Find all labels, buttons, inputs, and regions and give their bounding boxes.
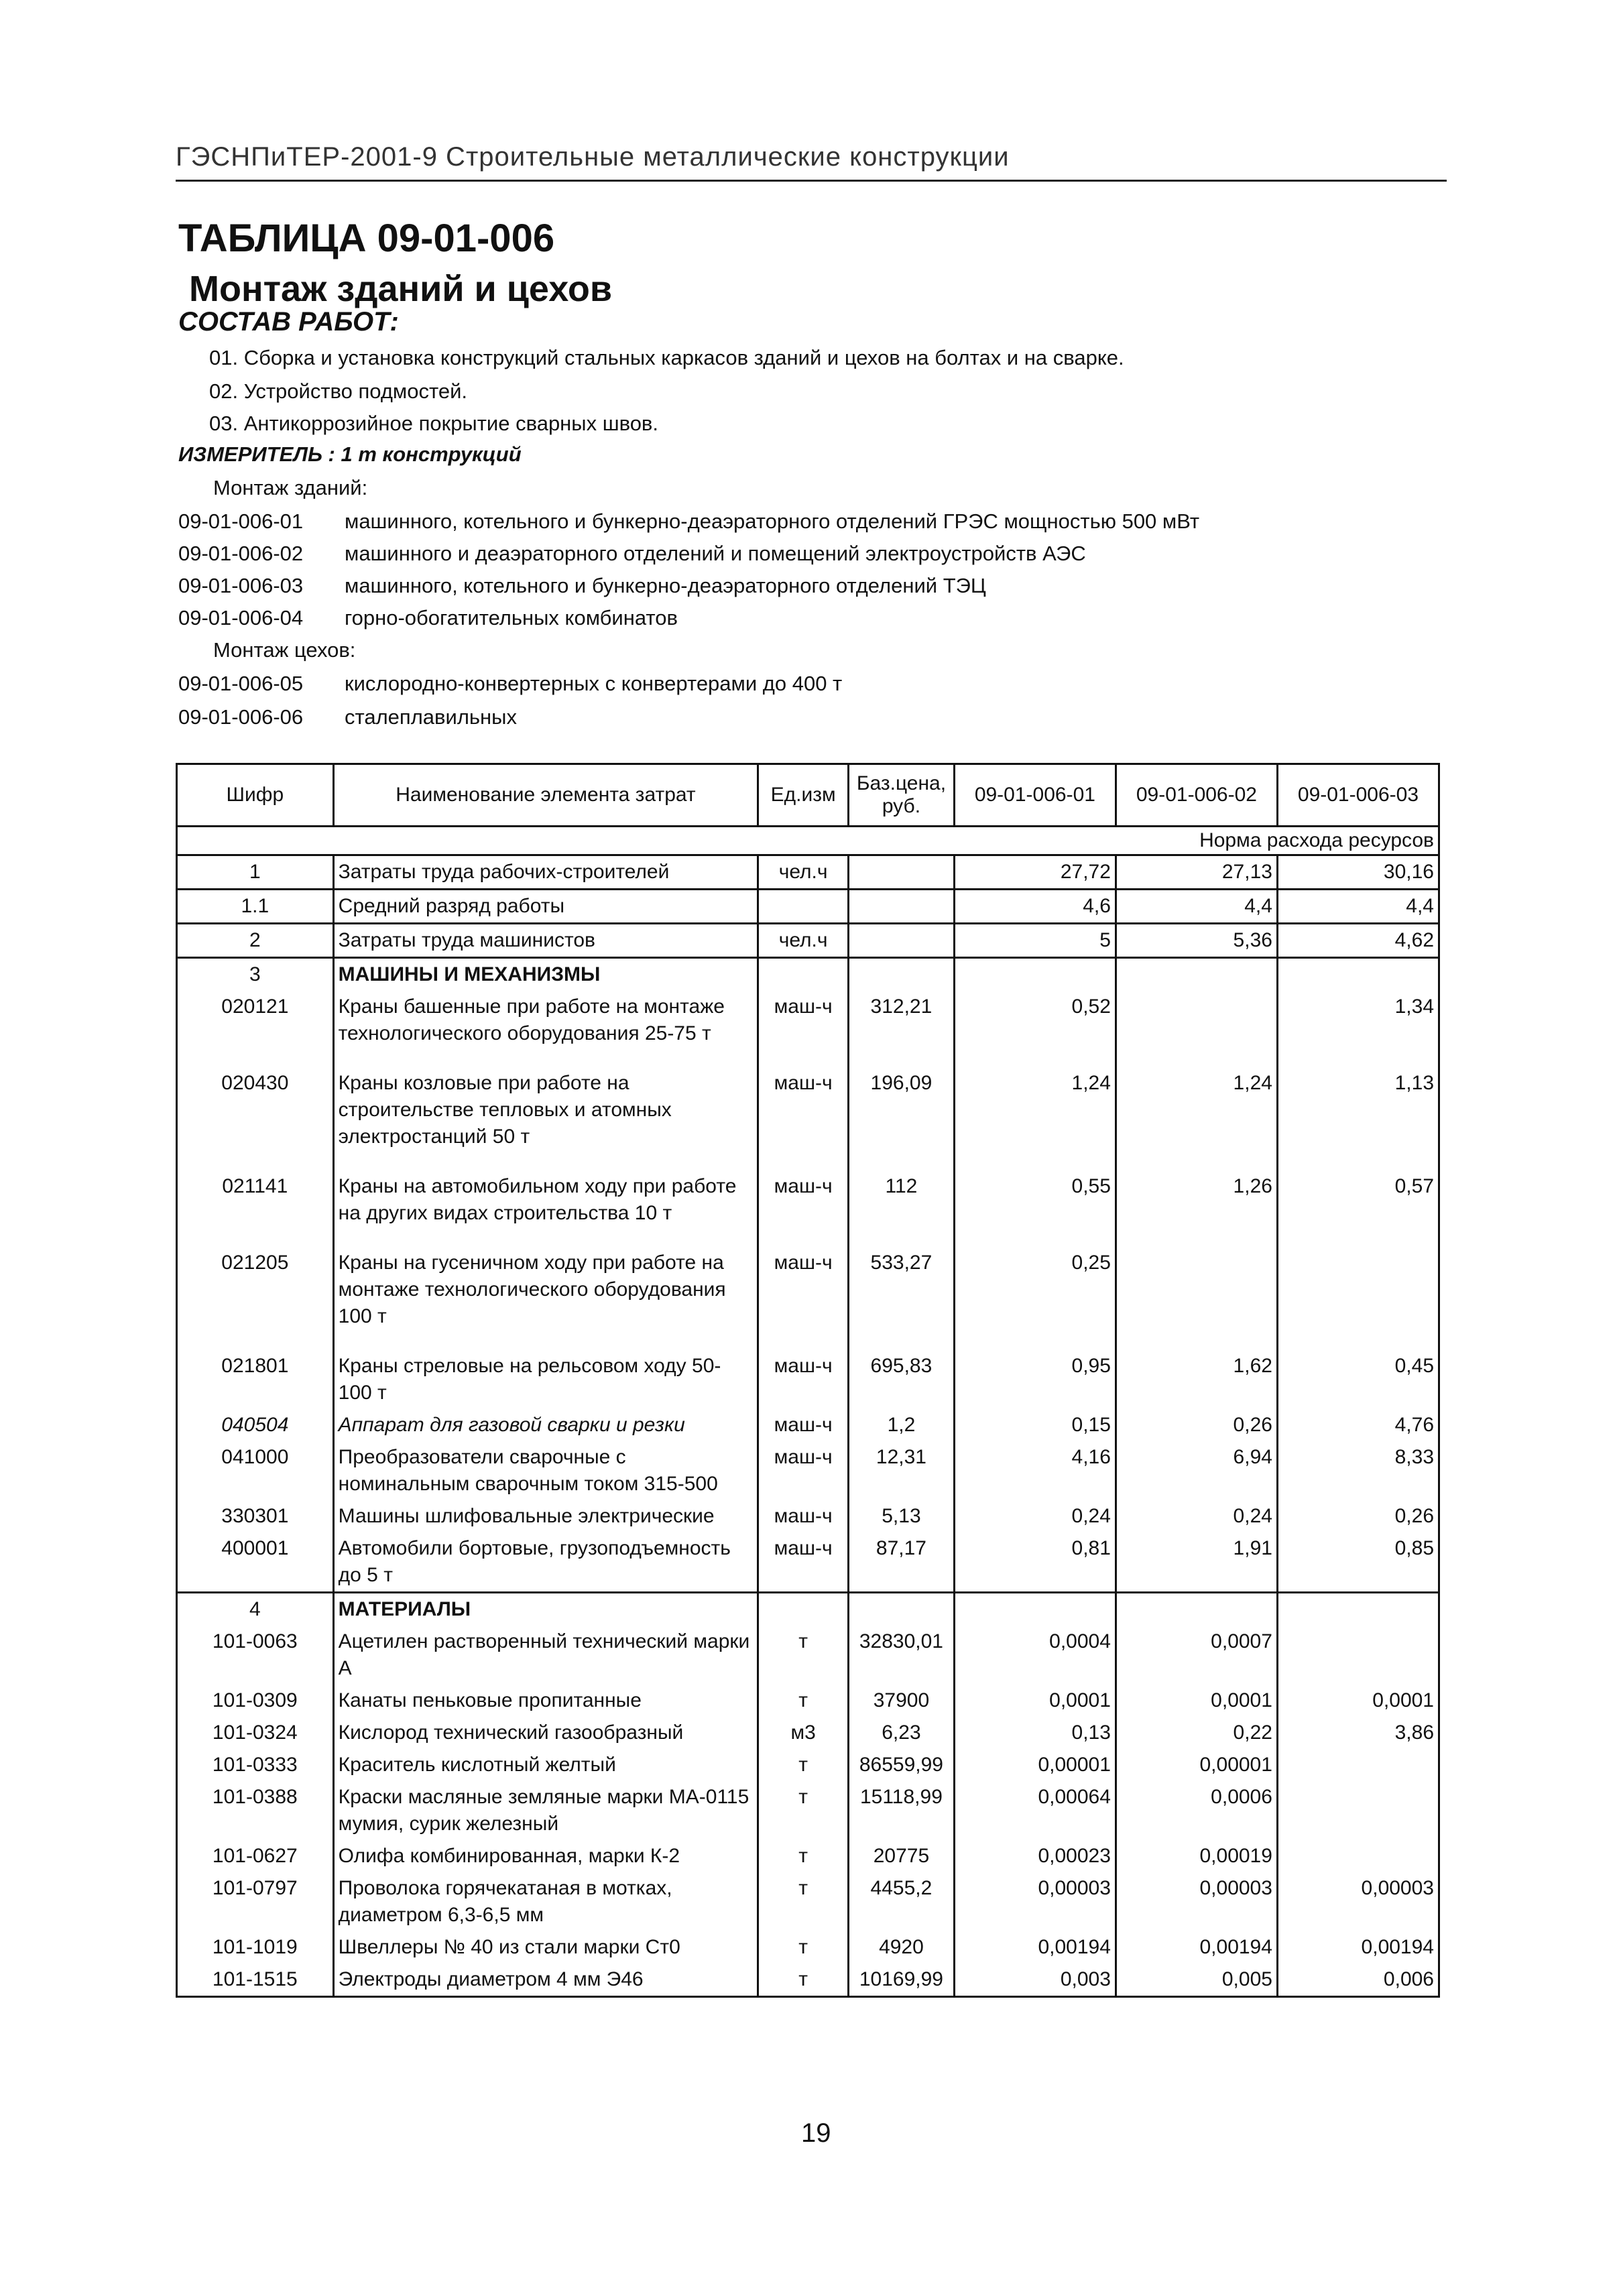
row-code: 101-0309 [177,1685,334,1717]
row-code: 101-1019 [177,1931,334,1963]
row-name: Краски масляные земляные марки МА-0115 мумия, сурик железный [333,1781,758,1840]
row-name: Автомобили бортовые, грузоподъемность до 5 т [333,1532,758,1593]
row-price: 37900 [849,1685,955,1717]
row-unit: маш-ч [758,1441,849,1500]
item-code: 09-01-006-05 [178,672,304,695]
item-code: 09-01-006-03 [178,574,304,597]
row-name: Средний разряд работы [333,890,758,924]
row-value-2: 0,00003 [1116,1872,1277,1931]
row-price: 15118,99 [849,1781,955,1840]
row-unit: т [758,1963,849,1997]
code-description-row [178,606,1452,630]
item-text: горно-обогатительных комбинатов [345,606,678,629]
row-value-1: 0,0004 [954,1626,1116,1685]
row-name: Преобразователи сварочные с номинальным сварочным током 315-500 [333,1441,758,1500]
row-value-3 [1277,1781,1439,1840]
page-number: 19 [801,2118,831,2148]
row-value-2: 0,005 [1116,1963,1277,1997]
row-value-2: 0,0006 [1116,1781,1277,1840]
row-value-1: 4,16 [954,1441,1116,1500]
row-name: Электроды диаметром 4 мм Э46 [333,1963,758,1997]
row-unit: маш-ч [758,1350,849,1409]
header-unit: Ед.изм [758,764,849,827]
row-value-1: 1,24 [954,1067,1116,1170]
row-value-3: 1,13 [1277,1067,1439,1170]
row-name: МАШИНЫ И МЕХАНИЗМЫ [333,958,758,991]
row-unit: т [758,1685,849,1717]
table-row [177,1170,1439,1247]
row-code: 021801 [177,1350,334,1409]
row-name: Затраты труда рабочих-строителей [333,855,758,890]
row-value-1: 0,25 [954,1247,1116,1350]
row-unit: т [758,1840,849,1872]
row-value-3: 0,00003 [1277,1872,1439,1931]
row-code: 101-0797 [177,1872,334,1931]
row-code: 3 [177,958,334,991]
code-description-row [178,705,1452,729]
header-code: Шифр [177,764,334,827]
table-title: ТАБЛИЦА 09-01-006 [178,217,555,260]
table-row [177,1067,1439,1170]
row-unit: маш-ч [758,1409,849,1441]
item-text: кислородно-конвертерных с конвертерами до 400 т [345,672,843,695]
header-col-1: 09-01-006-01 [954,764,1116,827]
row-code: 021141 [177,1170,334,1247]
table-row [177,1963,1439,1997]
row-value-2: 0,00001 [1116,1749,1277,1781]
row-code: 2 [177,924,334,958]
row-value-3 [1277,1840,1439,1872]
row-price: 695,83 [849,1350,955,1409]
table-row [177,1441,1439,1500]
row-value-2: 1,62 [1116,1350,1277,1409]
row-name: Проволока горячекатаная в мотках, диаметром 6,3-6,5 мм [333,1872,758,1931]
row-value-3: 0,85 [1277,1532,1439,1593]
row-value-2: 6,94 [1116,1441,1277,1500]
table-row [177,991,1439,1067]
row-value-3: 0,0001 [1277,1685,1439,1717]
norm-label-row [177,827,1439,855]
table-row [177,1872,1439,1931]
row-name: Машины шлифовальные электрические [333,1500,758,1532]
row-value-2 [1116,991,1277,1067]
header-name: Наименование элемента затрат [333,764,758,827]
row-code: 330301 [177,1500,334,1532]
row-value-2: 0,0007 [1116,1626,1277,1685]
row-value-2: 0,24 [1116,1500,1277,1532]
work-item: 03. Антикоррозийное покрытие сварных швов. [209,412,659,435]
row-price: 32830,01 [849,1626,955,1685]
group-label: Монтаж цехов: [213,638,356,662]
item-text: сталеплавильных [345,705,517,729]
row-value-1: 27,72 [954,855,1116,890]
row-value-1: 0,00023 [954,1840,1116,1872]
row-value-3: 4,76 [1277,1409,1439,1441]
row-name: Аппарат для газовой сварки и резки [333,1409,758,1441]
row-unit: маш-ч [758,1500,849,1532]
row-value-2: 1,24 [1116,1067,1277,1170]
row-value-2: 4,4 [1116,890,1277,924]
row-code: 101-0627 [177,1840,334,1872]
item-code: 09-01-006-02 [178,542,304,565]
row-unit: маш-ч [758,1067,849,1170]
row-value-3: 0,00194 [1277,1931,1439,1963]
row-price: 1,2 [849,1409,955,1441]
item-code: 09-01-006-04 [178,606,304,629]
row-unit: чел.ч [758,855,849,890]
row-value-3: 0,006 [1277,1963,1439,1997]
row-price: 10169,99 [849,1963,955,1997]
section-row [177,1593,1439,1626]
row-price: 4455,2 [849,1872,955,1931]
header-col-3: 09-01-006-03 [1277,764,1439,827]
row-value-1: 0,00064 [954,1781,1116,1840]
row-unit: маш-ч [758,1247,849,1350]
table-row [177,1717,1439,1749]
table-row [177,1247,1439,1350]
table-row [177,1749,1439,1781]
row-price: 20775 [849,1840,955,1872]
row-name: Краны на гусеничном ходу при работе на монтаже технологического оборудования 100 т [333,1247,758,1350]
row-value-1: 0,95 [954,1350,1116,1409]
row-name: Затраты труда машинистов [333,924,758,958]
row-value-2: 27,13 [1116,855,1277,890]
row-name: Ацетилен растворенный технический марки А [333,1626,758,1685]
row-code: 021205 [177,1247,334,1350]
row-unit: т [758,1626,849,1685]
row-value-2 [1116,1247,1277,1350]
row-value-2: 0,00194 [1116,1931,1277,1963]
row-code: 101-0388 [177,1781,334,1840]
row-name: Олифа комбинированная, марки К-2 [333,1840,758,1872]
unit-line: ИЗМЕРИТЕЛЬ : 1 т конструкций [178,442,522,466]
item-text: машинного и деаэраторного отделений и помещений электроустройств АЭС [345,542,1086,565]
row-value-3: 3,86 [1277,1717,1439,1749]
row-price: 12,31 [849,1441,955,1500]
table-row [177,1409,1439,1441]
row-value-3 [1277,1749,1439,1781]
row-name: Краны козловые при работе на строительстве тепловых и атомных электростанций 50 т [333,1067,758,1170]
header-col-2: 09-01-006-02 [1116,764,1277,827]
row-code: 400001 [177,1532,334,1593]
row-unit: т [758,1781,849,1840]
row-value-3: 8,33 [1277,1441,1439,1500]
row-price: 312,21 [849,991,955,1067]
row-price: 5,13 [849,1500,955,1532]
row-value-3: 4,62 [1277,924,1439,958]
row-code: 041000 [177,1441,334,1500]
code-description-row [178,542,1452,566]
table-row [177,1532,1439,1593]
row-value-3: 4,4 [1277,890,1439,924]
group-label: Монтаж зданий: [213,476,368,499]
item-text: машинного, котельного и бункерно-деаэраторного отделений ТЭЦ [345,574,986,597]
running-header: ГЭСНПиТЕР-2001-9 Строительные металлические конструкции [176,142,1010,172]
row-code: 1.1 [177,890,334,924]
section-title: Монтаж зданий и цехов [189,269,613,309]
item-code: 09-01-006-01 [178,509,304,533]
row-value-1: 0,13 [954,1717,1116,1749]
row-price: 533,27 [849,1247,955,1350]
row-value-1: 0,52 [954,991,1116,1067]
row-value-3 [1277,1626,1439,1685]
row-value-1: 0,003 [954,1963,1116,1997]
row-price: 87,17 [849,1532,955,1593]
row-name: Краны стреловые на рельсовом ходу 50-100 т [333,1350,758,1409]
work-item: 02. Устройство подмостей. [209,379,468,403]
table-row [177,924,1439,958]
row-price [849,855,955,890]
row-unit [758,890,849,924]
table-row [177,1350,1439,1409]
table-header-row [177,764,1439,827]
code-description-row [178,509,1452,534]
row-code: 020121 [177,991,334,1067]
row-unit: т [758,1749,849,1781]
row-code: 101-0324 [177,1717,334,1749]
row-value-1: 0,00003 [954,1872,1116,1931]
row-code: 4 [177,1593,334,1626]
header-price: Баз.цена, руб. [849,764,955,827]
row-price [849,890,955,924]
row-name: Краны на автомобильном ходу при работе на других видах строительства 10 т [333,1170,758,1247]
table-row [177,1931,1439,1963]
row-unit: т [758,1931,849,1963]
row-value-3: 30,16 [1277,855,1439,890]
row-value-3: 0,26 [1277,1500,1439,1532]
row-value-2: 1,26 [1116,1170,1277,1247]
table-row [177,1781,1439,1840]
row-value-1: 0,15 [954,1409,1116,1441]
table-row [177,1500,1439,1532]
row-price: 112 [849,1170,955,1247]
row-code: 1 [177,855,334,890]
row-price: 86559,99 [849,1749,955,1781]
row-value-2: 0,0001 [1116,1685,1277,1717]
norm-label: Норма расхода ресурсов [177,827,1439,855]
table-row [177,1685,1439,1717]
row-value-1: 0,0001 [954,1685,1116,1717]
row-price [849,924,955,958]
row-value-2: 0,00019 [1116,1840,1277,1872]
row-value-1: 0,00001 [954,1749,1116,1781]
row-name: Краны башенные при работе на монтаже технологического оборудования 25-75 т [333,991,758,1067]
row-code: 101-1515 [177,1963,334,1997]
row-value-1: 4,6 [954,890,1116,924]
section-row [177,958,1439,991]
work-item: 01. Сборка и установка конструкций стальных каркасов зданий и цехов на болтах и на сварке. [209,346,1124,369]
row-value-3 [1277,1247,1439,1350]
row-name: МАТЕРИАЛЫ [333,1593,758,1626]
row-unit: м3 [758,1717,849,1749]
row-price: 6,23 [849,1717,955,1749]
row-value-1: 0,24 [954,1500,1116,1532]
row-value-2: 5,36 [1116,924,1277,958]
code-description-row [178,574,1452,598]
item-text: машинного, котельного и бункерно-деаэраторного отделений ГРЭС мощностью 500 мВт [345,509,1200,533]
item-code: 09-01-006-06 [178,705,304,729]
table-row [177,855,1439,890]
row-name: Краситель кислотный желтый [333,1749,758,1781]
row-name: Швеллеры № 40 из стали марки Ст0 [333,1931,758,1963]
row-price: 4920 [849,1931,955,1963]
row-value-1: 0,55 [954,1170,1116,1247]
row-code: 020430 [177,1067,334,1170]
code-description-row [178,672,1452,696]
row-unit: маш-ч [758,1170,849,1247]
row-value-1: 0,81 [954,1532,1116,1593]
table-row [177,1626,1439,1685]
row-unit: т [758,1872,849,1931]
table-row [177,890,1439,924]
row-value-3: 1,34 [1277,991,1439,1067]
row-unit: чел.ч [758,924,849,958]
row-value-2: 0,26 [1116,1409,1277,1441]
row-value-1: 5 [954,924,1116,958]
row-code: 101-0063 [177,1626,334,1685]
header-rule [176,180,1447,182]
row-name: Кислород технический газообразный [333,1717,758,1749]
table-row [177,1840,1439,1872]
row-value-1: 0,00194 [954,1931,1116,1963]
row-unit: маш-ч [758,1532,849,1593]
works-heading: СОСТАВ РАБОТ: [178,307,399,337]
row-name: Канаты пеньковые пропитанные [333,1685,758,1717]
row-value-2: 1,91 [1116,1532,1277,1593]
row-value-3: 0,57 [1277,1170,1439,1247]
row-price: 196,09 [849,1067,955,1170]
resource-norms-table [176,763,1440,1998]
row-value-3: 0,45 [1277,1350,1439,1409]
row-code: 040504 [177,1409,334,1441]
row-unit: маш-ч [758,991,849,1067]
row-value-2: 0,22 [1116,1717,1277,1749]
row-code: 101-0333 [177,1749,334,1781]
